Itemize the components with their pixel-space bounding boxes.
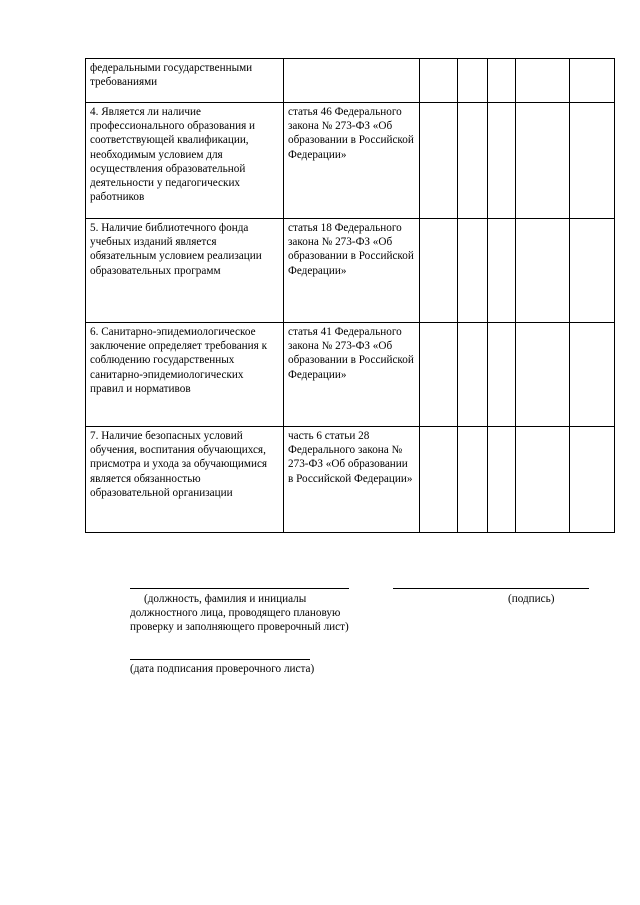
- legal-basis-cell: [284, 59, 420, 103]
- answer-cell: [420, 427, 458, 533]
- table-row: [86, 219, 615, 323]
- answer-cell: [516, 323, 570, 427]
- signature-caption: (подпись): [508, 593, 555, 605]
- official-caption-line2: должностного лица, проводящего плановую: [130, 607, 341, 619]
- legal-basis-cell: статья 41 Федерального закона № 273-ФЗ «Об образовании в Российской Федерации»: [284, 323, 420, 427]
- legal-basis-cell: статья 18 Федерального закона № 273-ФЗ «Об образовании в Российской Федерации»: [284, 219, 420, 323]
- answer-cell: [570, 219, 615, 323]
- table-row: [86, 427, 615, 533]
- answer-cell: [570, 59, 615, 103]
- answer-cell: [420, 323, 458, 427]
- requirement-cell: 4. Является ли наличие профессионального образования и соответствующей квалификации, необходимым условием для осуществления образовательной деятельности у педагогических работников: [86, 103, 284, 219]
- answer-cell: [458, 103, 488, 219]
- requirement-cell: 7. Наличие безопасных условий обучения, воспитания обучающихся, присмотра и ухода за обучающимися является обязанностью образовательной организации: [86, 427, 284, 533]
- answer-cell: [458, 219, 488, 323]
- answer-cell: [458, 323, 488, 427]
- legal-basis-cell: статья 46 Федерального закона № 273-ФЗ «Об образовании в Российской Федерации»: [284, 103, 420, 219]
- official-signature-line: [130, 588, 349, 589]
- official-caption-line1: (должность, фамилия и инициалы: [144, 593, 307, 605]
- signature-line: [393, 588, 589, 589]
- requirement-cell: 5. Наличие библиотечного фонда учебных изданий является обязательным условием реализации образовательных программ: [86, 219, 284, 323]
- answer-cell: [488, 103, 516, 219]
- answer-cell: [488, 59, 516, 103]
- answer-cell: [516, 59, 570, 103]
- legal-basis-cell: часть 6 статьи 28 Федерального закона № 273-ФЗ «Об образовании в Российской Федерации»: [284, 427, 420, 533]
- official-caption-line3: проверку и заполняющего проверочный лист): [130, 621, 349, 633]
- answer-cell: [420, 59, 458, 103]
- answer-cell: [488, 323, 516, 427]
- date-line: [130, 659, 310, 660]
- table-row: [86, 103, 615, 219]
- table-row: [86, 323, 615, 427]
- answer-cell: [488, 427, 516, 533]
- answer-cell: [570, 323, 615, 427]
- checklist-table: [85, 58, 615, 533]
- answer-cell: [570, 427, 615, 533]
- table-row: [86, 59, 615, 103]
- answer-cell: [458, 427, 488, 533]
- answer-cell: [420, 103, 458, 219]
- answer-cell: [570, 103, 615, 219]
- date-caption: (дата подписания проверочного листа): [130, 663, 315, 675]
- answer-cell: [516, 427, 570, 533]
- answer-cell: [420, 219, 458, 323]
- requirement-cell: 6. Санитарно-эпидемиологическое заключение определяет требования к соблюдению государственных санитарно-эпидемиологических правил и нормативов: [86, 323, 284, 427]
- answer-cell: [488, 219, 516, 323]
- answer-cell: [516, 103, 570, 219]
- requirement-cell: федеральными государственными требованиями: [86, 59, 284, 103]
- answer-cell: [516, 219, 570, 323]
- answer-cell: [458, 59, 488, 103]
